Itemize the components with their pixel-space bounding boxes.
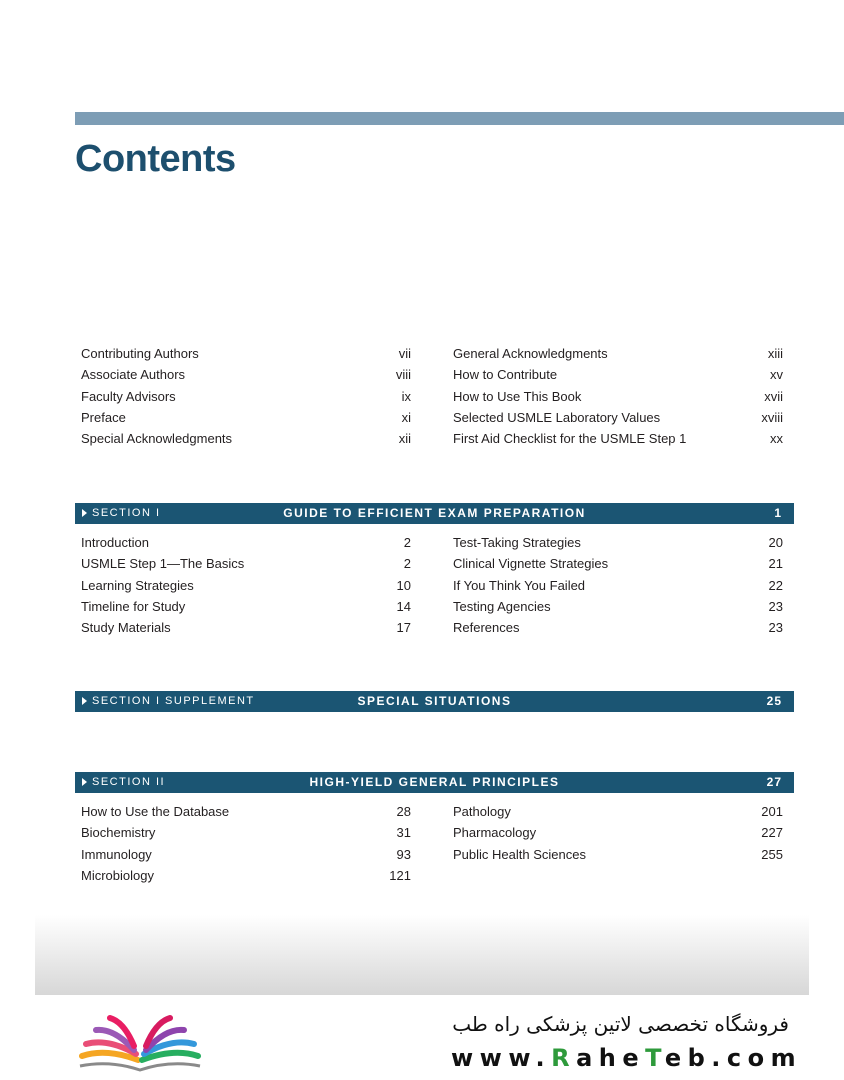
- entry-page: 255: [761, 846, 783, 862]
- entry-page: 10: [396, 577, 411, 593]
- entry-label: Clinical Vignette Strategies: [453, 556, 609, 572]
- entry-label: Faculty Advisors: [81, 388, 176, 404]
- section-label: SECTION I SUPPLEMENT: [92, 695, 255, 707]
- front-matter-right-column: [453, 343, 783, 449]
- section-heading: HIGH-YIELD GENERAL PRINCIPLES: [309, 775, 560, 789]
- page-bottom-shadow: [35, 915, 809, 995]
- entry-page: xi: [401, 409, 411, 425]
- store-name: فروشگاه تخصصی لاتین پزشکی راه طب: [452, 1012, 789, 1036]
- section-2-right-column: [453, 801, 783, 865]
- entry-label: Learning Strategies: [81, 577, 194, 593]
- toc-entry[interactable]: [81, 617, 411, 638]
- toc-entry[interactable]: [453, 801, 783, 822]
- entry-label: Timeline for Study: [81, 598, 186, 614]
- entry-page: 23: [768, 620, 783, 636]
- toc-entry[interactable]: [453, 575, 783, 596]
- toc-entry[interactable]: [81, 553, 411, 574]
- page-title: Contents: [75, 138, 236, 180]
- entry-label: Pathology: [453, 804, 511, 819]
- toc-entry[interactable]: [81, 407, 411, 428]
- entry-label: References: [453, 620, 520, 636]
- entry-page: 20: [768, 535, 783, 550]
- section-2-left-column: [81, 801, 411, 886]
- section-1-supplement-bar[interactable]: [75, 691, 794, 712]
- toc-entry[interactable]: [81, 532, 411, 553]
- entry-page: 2: [403, 535, 411, 550]
- section-label: SECTION II: [92, 776, 166, 788]
- toc-entry[interactable]: [453, 343, 783, 364]
- entry-label: Study Materials: [81, 620, 171, 636]
- toc-entry[interactable]: [453, 844, 783, 865]
- entry-label: Microbiology: [81, 867, 154, 883]
- entry-label: General Acknowledgments: [453, 346, 608, 361]
- entry-label: Pharmacology: [453, 825, 537, 841]
- toc-entry[interactable]: [81, 386, 411, 407]
- entry-label: How to Contribute: [453, 367, 558, 383]
- url-part-accent: T: [645, 1044, 665, 1072]
- entry-label: First Aid Checklist for the USMLE Step 1: [453, 431, 687, 447]
- entry-label: Preface: [81, 409, 126, 425]
- entry-label: Selected USMLE Laboratory Values: [453, 409, 661, 425]
- entry-label: How to Use the Database: [81, 804, 230, 819]
- url-part-accent: R: [551, 1044, 577, 1072]
- entry-page: 2: [403, 556, 411, 572]
- section-2-bar[interactable]: [75, 772, 794, 793]
- entry-page: 14: [396, 598, 411, 614]
- toc-entry[interactable]: [81, 844, 411, 865]
- toc-entry[interactable]: [81, 343, 411, 364]
- entry-label: Public Health Sciences: [453, 846, 586, 862]
- entry-page: 23: [768, 598, 783, 614]
- toc-entry[interactable]: [453, 822, 783, 843]
- entry-page: 121: [389, 867, 411, 883]
- section-page: 25: [766, 694, 782, 708]
- url-part: www.: [451, 1044, 552, 1072]
- entry-page: xviii: [761, 409, 783, 425]
- entry-page: xx: [770, 431, 783, 447]
- toc-entry[interactable]: [453, 407, 783, 428]
- entry-page: xiii: [767, 346, 783, 361]
- section-label: SECTION I: [92, 507, 161, 519]
- entry-page: 31: [396, 825, 411, 841]
- entry-label: Associate Authors: [81, 367, 186, 383]
- entry-page: 28: [396, 804, 411, 819]
- section-heading: SPECIAL SITUATIONS: [357, 694, 512, 708]
- entry-label: How to Use This Book: [453, 388, 582, 404]
- entry-page: 201: [761, 804, 783, 819]
- entry-page: 17: [396, 620, 411, 636]
- open-book-logo-icon: [76, 1008, 204, 1076]
- toc-entry[interactable]: [81, 575, 411, 596]
- section-1-right-column: [453, 532, 783, 638]
- section-1-left-column: [81, 532, 411, 638]
- entry-label: Immunology: [81, 846, 152, 862]
- entry-page: 227: [761, 825, 783, 841]
- toc-entry[interactable]: [453, 596, 783, 617]
- entry-label: USMLE Step 1—The Basics: [81, 556, 245, 572]
- entry-label: Introduction: [81, 535, 149, 550]
- toc-entry[interactable]: [453, 386, 783, 407]
- toc-entry[interactable]: [81, 364, 411, 385]
- entry-label: Contributing Authors: [81, 346, 199, 361]
- entry-label: Biochemistry: [81, 825, 156, 841]
- toc-entry[interactable]: [81, 822, 411, 843]
- entry-page: xv: [770, 367, 783, 383]
- toc-entry[interactable]: [81, 428, 411, 449]
- entry-page: 93: [396, 846, 411, 862]
- entry-label: Special Acknowledgments: [81, 431, 233, 447]
- entry-label: Testing Agencies: [453, 598, 551, 614]
- toc-entry[interactable]: [453, 532, 783, 553]
- top-rule: [75, 112, 844, 125]
- entry-page: viii: [395, 367, 411, 383]
- entry-page: xvii: [764, 388, 783, 404]
- entry-page: 21: [768, 556, 783, 572]
- entry-label: Test-Taking Strategies: [453, 535, 581, 550]
- entry-label: If You Think You Failed: [453, 577, 586, 593]
- section-page: 1: [774, 506, 782, 520]
- section-heading: GUIDE TO EFFICIENT EXAM PREPARATION: [283, 506, 586, 520]
- url-part: eb.com: [664, 1044, 803, 1072]
- toc-entry[interactable]: [81, 801, 411, 822]
- toc-entry[interactable]: [453, 364, 783, 385]
- store-url[interactable]: [451, 1044, 802, 1072]
- entry-page: xii: [398, 431, 411, 447]
- toc-entry[interactable]: [453, 428, 783, 449]
- entry-page: ix: [401, 388, 411, 404]
- url-part: ahe: [576, 1044, 646, 1072]
- entry-page: 22: [768, 577, 783, 593]
- section-page: 27: [766, 775, 782, 789]
- front-matter-left-column: [81, 343, 411, 449]
- toc-entry[interactable]: [81, 596, 411, 617]
- toc-entry[interactable]: [453, 617, 783, 638]
- entry-page: vii: [398, 346, 411, 361]
- section-1-bar[interactable]: [75, 503, 794, 524]
- toc-entry[interactable]: [453, 553, 783, 574]
- toc-entry[interactable]: [81, 865, 411, 886]
